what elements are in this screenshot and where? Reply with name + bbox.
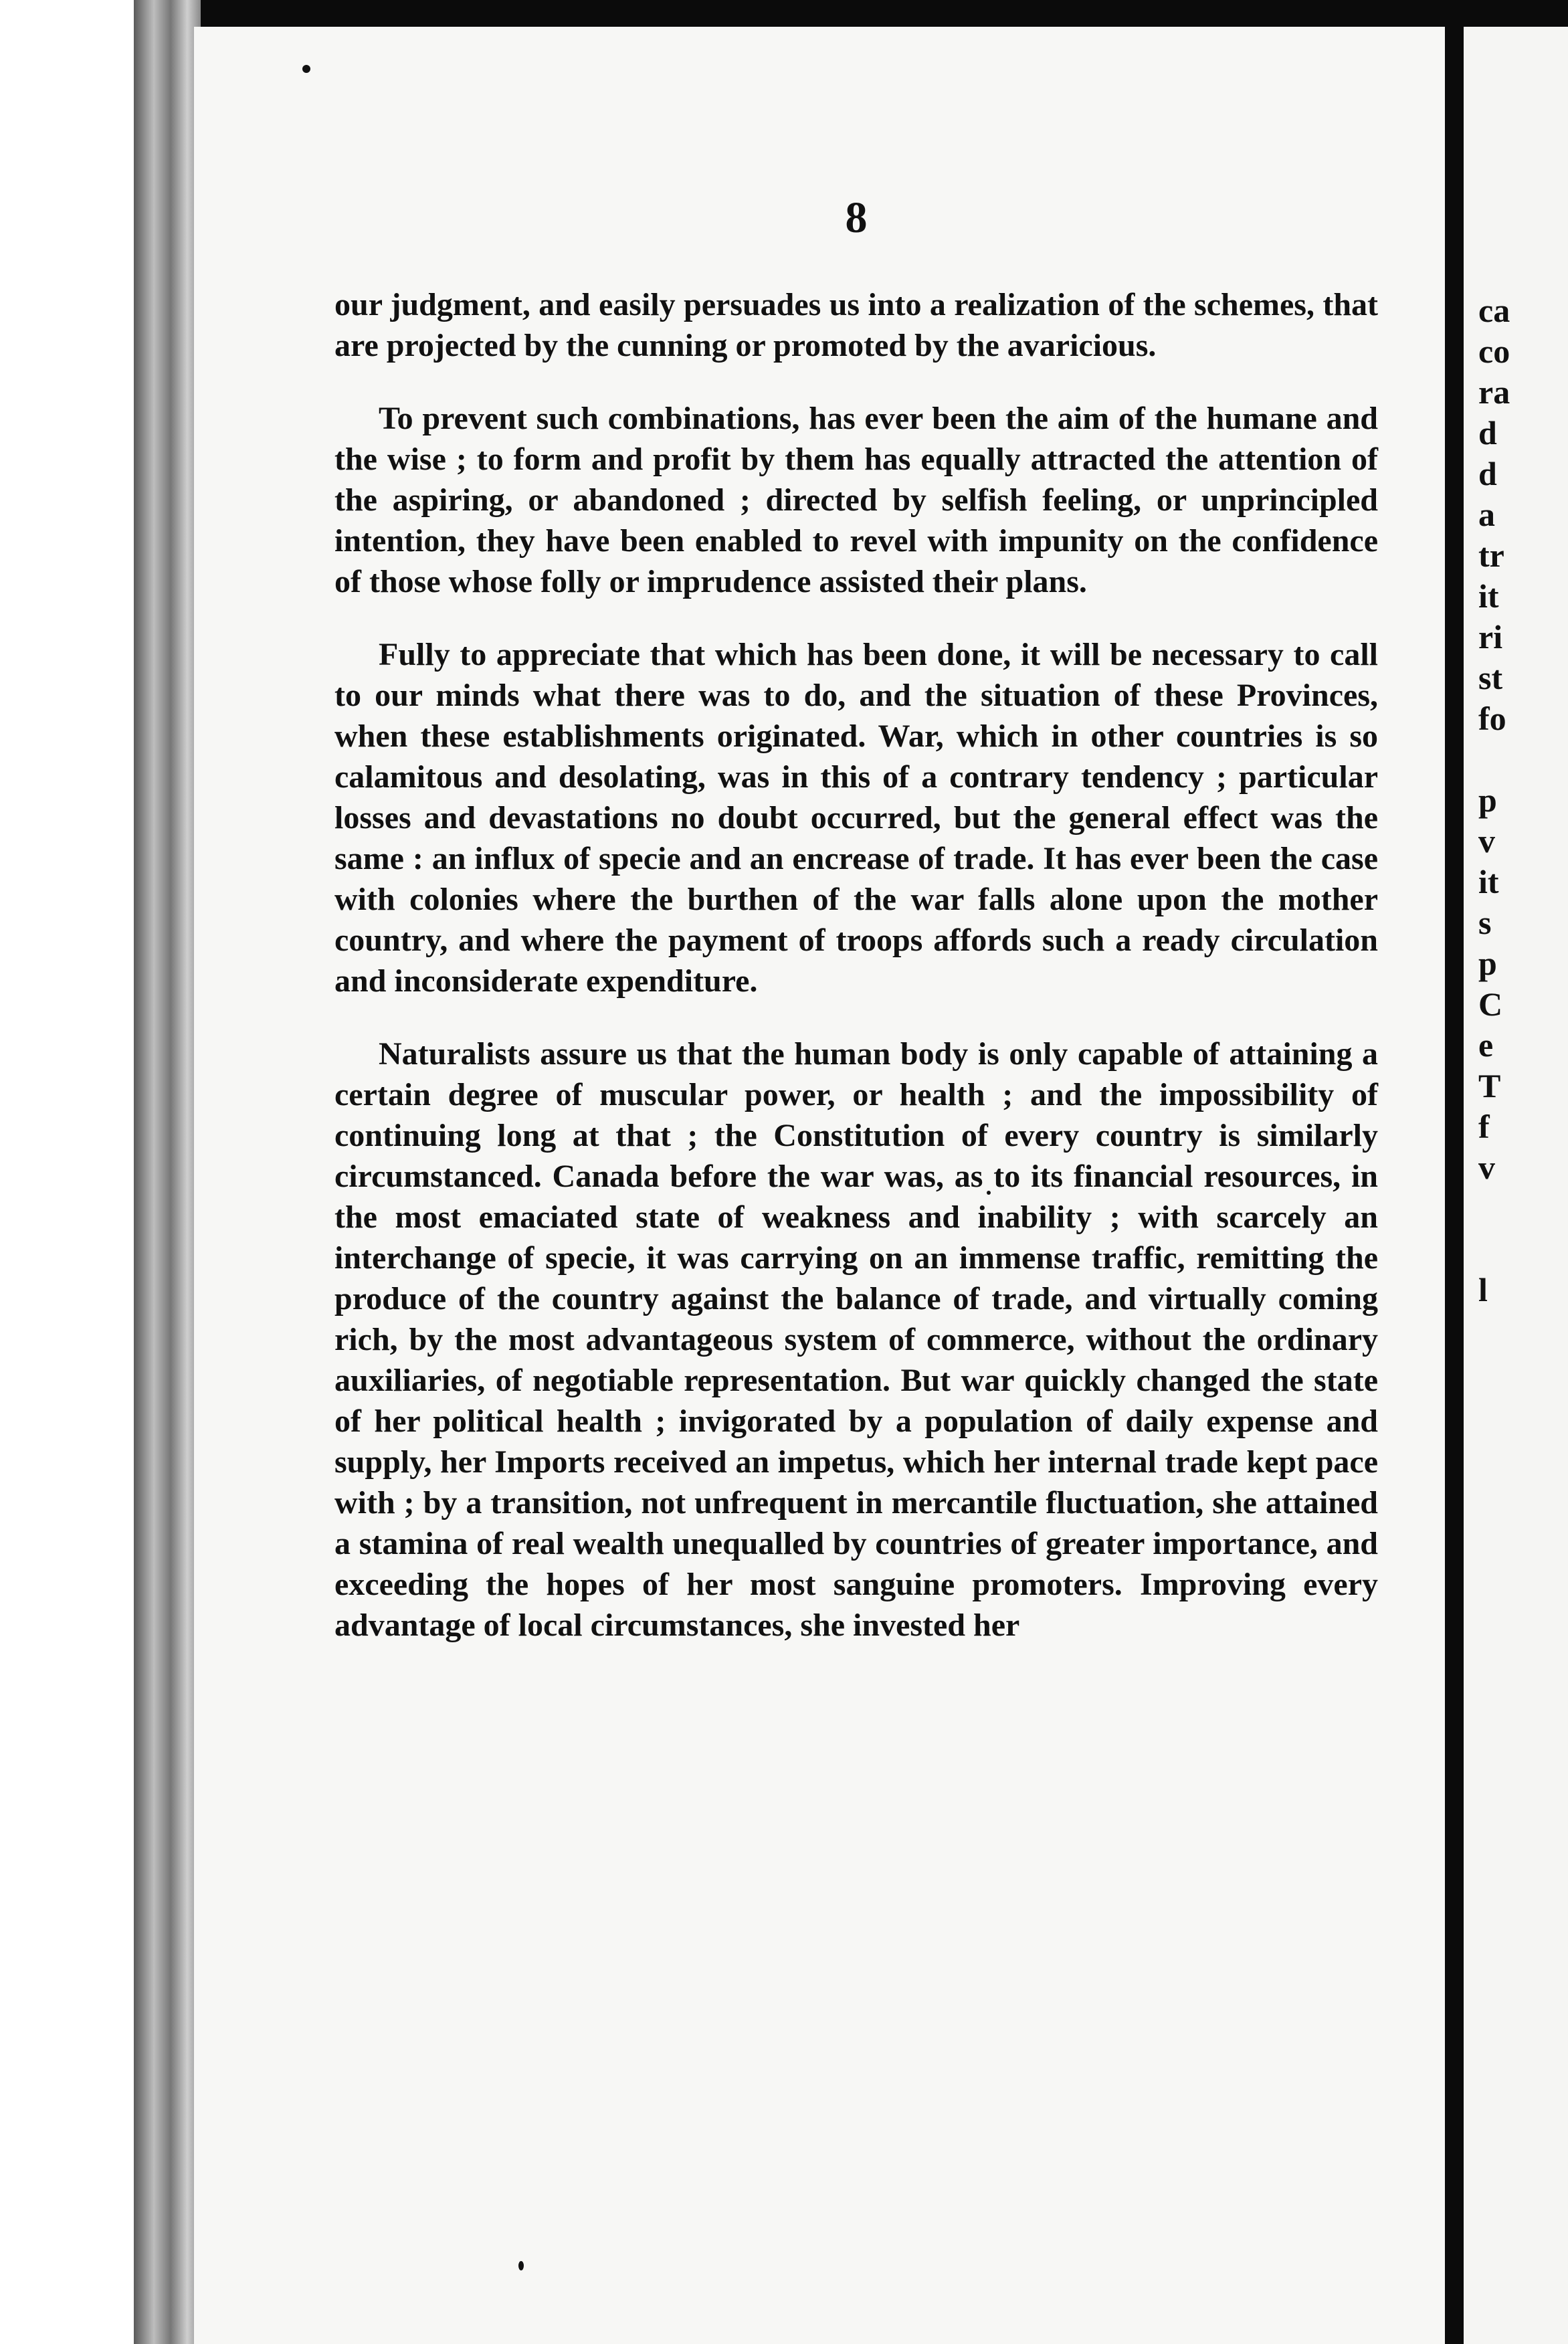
facing-line: it bbox=[1478, 863, 1499, 900]
facing-line: fo bbox=[1478, 700, 1506, 737]
facing-line: d bbox=[1478, 455, 1497, 492]
book-edge bbox=[134, 0, 201, 2344]
paragraph-3: Fully to appreciate that which has been done, it will be necessary to call to our minds what there was to do, and the situation of these Provinces, when these establishments originated. War, which in other countries is so calamitous and desolating, was in this of a contrary tendency ; particular losses and devastations no doubt occurred, but the general effect was the same : an influx of specie and an encrease of trade. It has ever been the case with colonies where the burthen of the war falls alone upon the mother country, and where the payment of troops affords such a ready circulation and inconsiderate expenditure. bbox=[334, 637, 1378, 999]
facing-line: s bbox=[1478, 904, 1492, 941]
facing-page-edge bbox=[1464, 27, 1568, 2344]
page-number: 8 bbox=[845, 193, 868, 242]
facing-line: st bbox=[1478, 659, 1503, 696]
facing-line: v bbox=[1478, 1149, 1495, 1186]
facing-line: ra bbox=[1478, 373, 1510, 411]
paragraph-2: To prevent such combinations, has ever been the aim of the humane and the wise ; to form and profit by them has equally attracted the attention of the aspiring, or abandoned ; directed by selfish feeling, or unprincipled intention, they have been enabled to revel with impunity on the confidence of those whose folly or imprudence assisted their plans. bbox=[334, 401, 1378, 599]
facing-line: l bbox=[1478, 1271, 1488, 1308]
facing-line: tr bbox=[1478, 536, 1504, 574]
page-body-text bbox=[334, 284, 1378, 1678]
facing-line: a bbox=[1478, 496, 1495, 533]
facing-line: e bbox=[1478, 1026, 1494, 1064]
facing-line: v bbox=[1478, 822, 1495, 860]
page-gutter bbox=[1445, 0, 1464, 2344]
paragraph-1: our judgment, and easily persuades us into a realization of the schemes, that are projected by the cunning or promoted by the avaricious. bbox=[334, 287, 1378, 363]
ink-speck bbox=[518, 2261, 524, 2270]
ink-speck bbox=[302, 65, 310, 73]
facing-line: it bbox=[1478, 577, 1499, 615]
facing-line: ca bbox=[1478, 292, 1510, 329]
facing-line: d bbox=[1478, 414, 1497, 452]
facing-line: co bbox=[1478, 332, 1510, 370]
facing-line: p bbox=[1478, 781, 1497, 819]
paragraph-4: Naturalists assure us that the human body is only capable of attaining a certain degree of muscular power, or health ; and the impossibility of continuing long at that ; the Constitution of every country is similarly circumstanced. Canada before the war was, as to its financial resources, in the most emaciated state of weakness and inability ; with scarcely an interchange of specie, it was carrying on an immense traffic, remitting the produce of the country against the balance of trade, and virtually coming rich, by the most advantageous system of commerce, without the ordinary auxiliaries, of negotiable representation. But war quickly changed the state of her political health ; invigorated by a population of daily expense and supply, her Imports received an impetus, which her internal trade kept pace with ; by a transition, not unfrequent in mercantile fluctuation, she attained a stamina of real wealth unequalled by countries of greater importance, and exceeding the hopes of her most sanguine promoters. Improving every advantage of local circumstances, she invested her bbox=[334, 1036, 1378, 1643]
facing-line: p bbox=[1478, 945, 1497, 982]
facing-line: C bbox=[1478, 985, 1503, 1023]
facing-line: ri bbox=[1478, 618, 1503, 656]
facing-line: T bbox=[1478, 1067, 1501, 1104]
facing-line: f bbox=[1478, 1108, 1490, 1145]
